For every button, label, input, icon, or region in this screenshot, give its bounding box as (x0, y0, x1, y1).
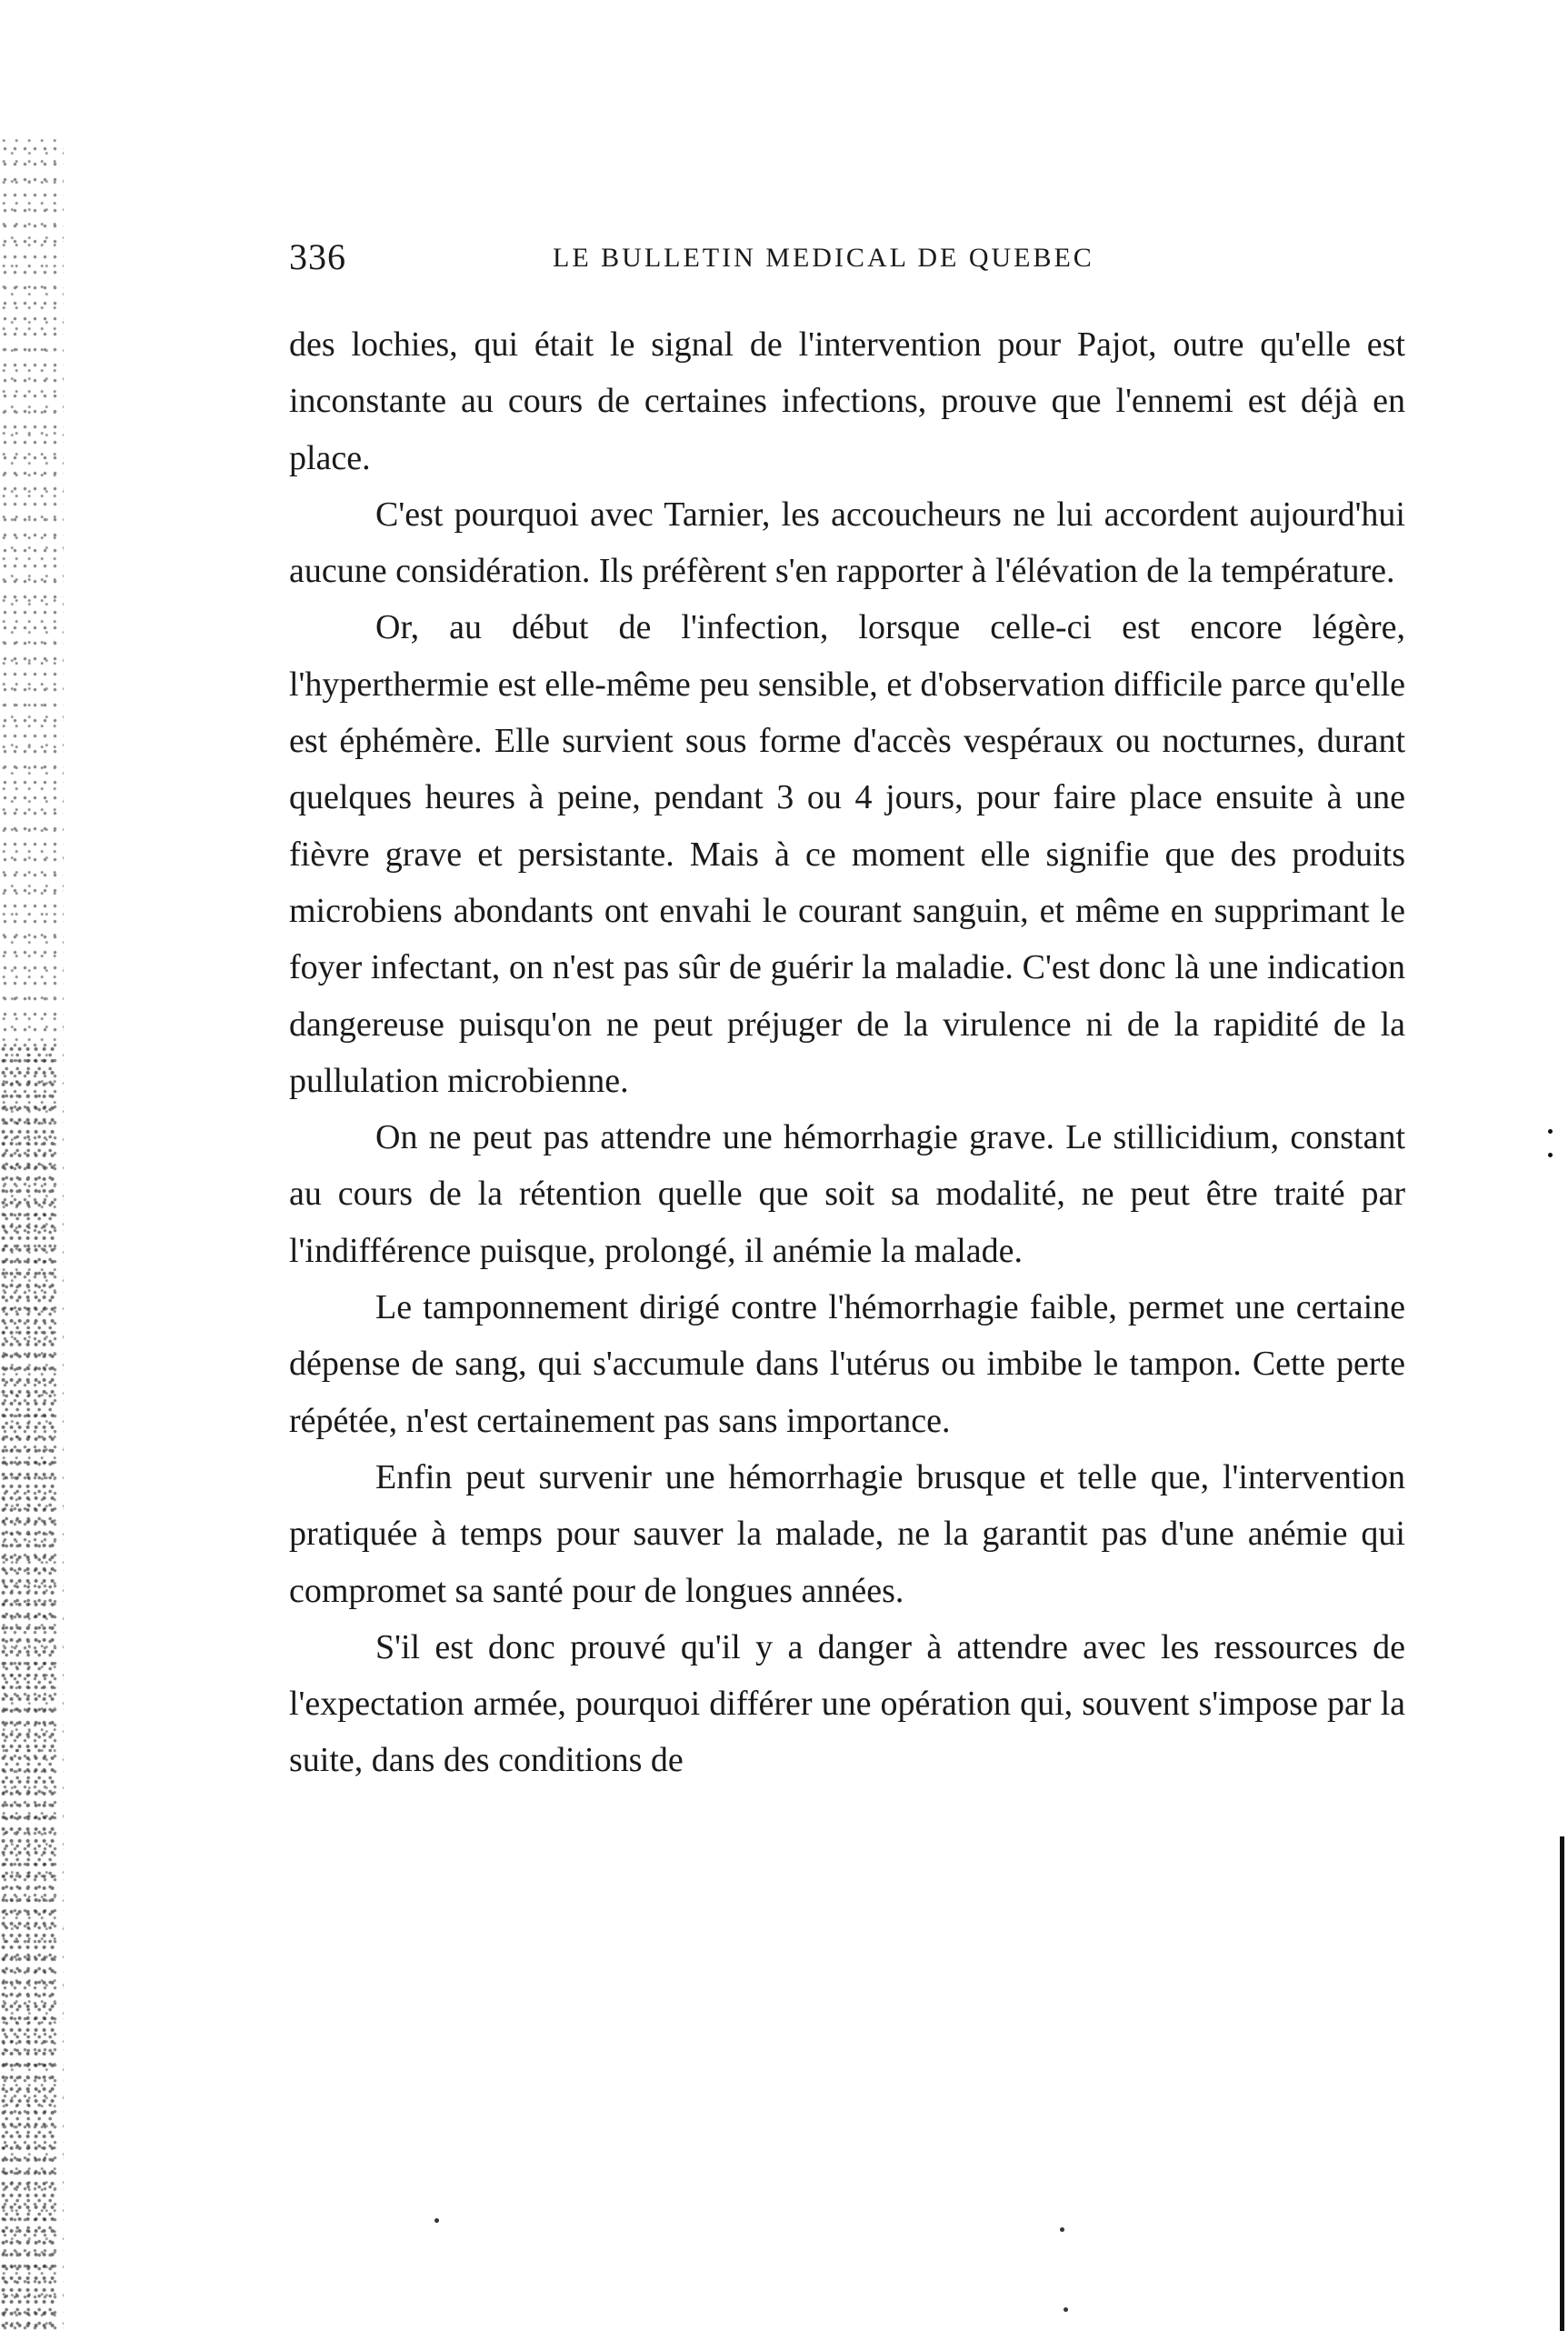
binding-edge-speckle-dense (0, 1045, 55, 2331)
body-text (289, 316, 1405, 1789)
stray-scan-dot (434, 2218, 439, 2223)
page-header (289, 235, 1416, 280)
running-head: LE BULLETIN MEDICAL DE QUEBEC (553, 243, 1094, 273)
paragraph: des lochies, qui était le signal de l'intervention pour Pajot, outre qu'elle est inconstante au cours de certaines infections, prouve que l'ennemi est déjà en place. (289, 325, 1405, 477)
paragraph: C'est pourquoi avec Tarnier, les accoucheurs ne lui accordent aujourd'hui aucune considération. Ils préfèrent s'en rapporter à l'élévation de la température. (289, 495, 1405, 591)
paragraph: Enfin peut survenir une hémorrhagie brusque et telle que, l'intervention pratiquée à temps pour sauver la malade, ne la garantit pas d'une anémie qui compromet sa santé pour de longues années. (289, 1457, 1405, 1610)
right-edge-scan-dot (1548, 1129, 1553, 1134)
paragraph: S'il est donc prouvé qu'il y a danger à attendre avec les ressources de l'expectation armée, pourquoi différer une opération qui, souvent s'impose par la suite, dans des conditions de (289, 1627, 1405, 1780)
paragraph: On ne peut pas attendre une hémorrhagie grave. Le stillicidium, constant au cours de la rétention quelle que soit sa modalité, ne peut être traité par l'indifférence puisque, prolongé, il anémie la malade. (289, 1118, 1405, 1270)
stray-scan-dot (1064, 2307, 1068, 2312)
stray-scan-dot (1060, 2227, 1064, 2232)
paragraph: Or, au début de l'infection, lorsque celle-ci est encore légère, l'hyperthermie est elle-même peu sensible, et d'observation difficile parce qu'elle est éphémère. Elle survient sous forme d'accès vespéraux ou nocturnes, durant quelques heures à peine, pendant 3 ou 4 jours, pour faire place ensuite à une fièvre grave et persistante. Mais à ce moment elle signifie que des produits microbiens abondants ont envahi le courant sanguin, et même en supprimant le foyer infectant, on n'est pas sûr de guérir la maladie. C'est donc là une indication dangereuse puisqu'on ne peut préjuger de la virulence ni de la rapidité de la pullulation microbienne. (289, 608, 1405, 1100)
right-edge-scan-line (1560, 1836, 1564, 2331)
right-edge-scan-dot (1548, 1153, 1553, 1157)
paragraph: Le tamponnement dirigé contre l'hémorrhagie faible, permet une certaine dépense de sang, qui s'accumule dans l'utérus ou imbibe le tampon. Cette perte répétée, n'est certainement pas sans importance. (289, 1288, 1405, 1440)
page-number: 336 (289, 236, 346, 277)
